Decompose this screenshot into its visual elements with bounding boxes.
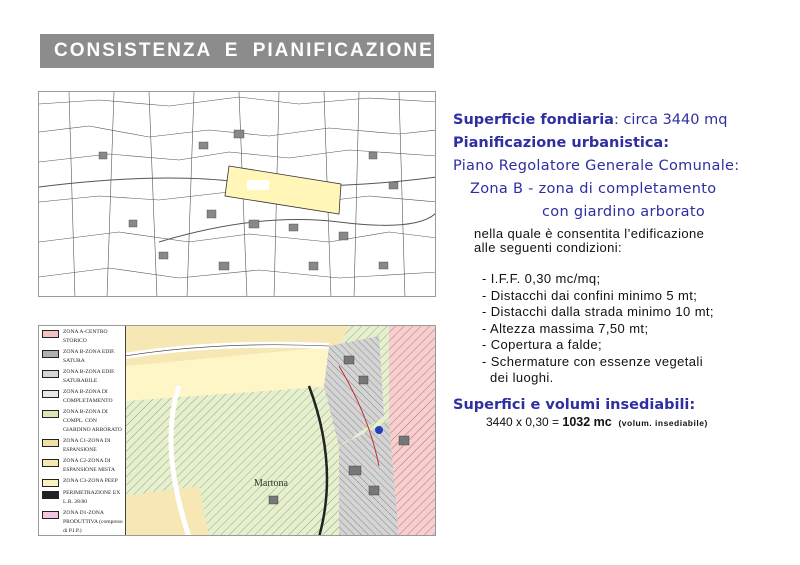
legend-label: ZONA C1-ZONA DI ESPANSIONE bbox=[63, 438, 111, 453]
intro-line-1: nella quale è consentita l’edificazione bbox=[474, 226, 705, 241]
legend-swatch bbox=[42, 390, 59, 398]
legend-item bbox=[42, 368, 125, 386]
condition-item: - Altezza massima 7,50 mt; bbox=[482, 320, 649, 336]
superficie-label: Superficie fondiaria bbox=[453, 112, 614, 128]
legend-item bbox=[42, 477, 125, 487]
zoning-legend bbox=[39, 326, 126, 536]
condition-item: dei luoghi. bbox=[482, 370, 554, 385]
superficie-line bbox=[453, 112, 727, 128]
volume-calculation bbox=[486, 415, 708, 429]
legend-label: ZONA C2-ZONA DI ESPANSIONE MISTA bbox=[63, 458, 116, 473]
legend-swatch bbox=[42, 439, 59, 447]
zoning-map bbox=[38, 325, 436, 536]
legend-label: PERIMETRAZIONE EX L.R. 28/80 bbox=[63, 490, 121, 505]
legend-item bbox=[42, 408, 125, 435]
legend-item bbox=[42, 348, 125, 366]
legend-item bbox=[42, 328, 125, 346]
legend-swatch bbox=[42, 511, 59, 519]
legend-label: ZONA A-CENTRO STORICO bbox=[63, 329, 108, 344]
pianificazione-label: Pianificazione urbanistica: bbox=[453, 135, 670, 151]
condition-item: - Copertura a falde; bbox=[482, 337, 603, 352]
legend-label: ZONA C3-ZONA PEEP bbox=[63, 478, 118, 484]
calc-note: (volum. insediabile) bbox=[618, 418, 708, 428]
intro-line-2: alle seguenti condizioni: bbox=[474, 240, 623, 255]
legend-swatch bbox=[42, 459, 59, 467]
conditions-list bbox=[482, 271, 714, 387]
legend-item bbox=[42, 509, 125, 536]
calc-expression: 3440 x 0,30 = bbox=[486, 415, 563, 429]
cadastral-map-drawing bbox=[39, 92, 436, 297]
condition-item: - Distacchi dai confini minimo 5 mt; bbox=[482, 287, 698, 303]
map-place-label: Martona bbox=[254, 478, 288, 489]
piano-line: Piano Regolatore Generale Comunale: bbox=[453, 158, 740, 174]
cadastral-map bbox=[38, 91, 436, 297]
legend-label: ZONA B-ZONA DI COMPL. CON GIARDINO ARBORATO bbox=[63, 409, 122, 433]
legend-item bbox=[42, 489, 125, 507]
legend-item bbox=[42, 457, 125, 475]
zona-line-2: con giardino arborato bbox=[542, 204, 705, 220]
legend-item bbox=[42, 437, 125, 455]
legend-label: ZONA B-ZONA DI COMPLETAMENTO bbox=[63, 389, 113, 404]
legend-label: ZONA B-ZONA EDIF. SATURABILE bbox=[63, 369, 116, 384]
legend-swatch bbox=[42, 491, 59, 499]
calc-result: 1032 mc bbox=[562, 415, 612, 429]
condition-item: - Schermature con essenze vegetali bbox=[482, 353, 703, 369]
condition-item: - Distacchi dalla strada minimo 10 mt; bbox=[482, 304, 714, 319]
legend-label: ZONA B-ZONA EDIF. SATURA bbox=[63, 349, 116, 364]
superficie-value: : circa 3440 mq bbox=[613, 112, 728, 128]
legend-swatch bbox=[42, 479, 59, 487]
legend-label: ZONA D1-ZONA PRODUTTIVA (compreso di P.I.P.) bbox=[63, 510, 123, 534]
legend-item bbox=[42, 388, 125, 406]
legend-swatch bbox=[42, 350, 59, 358]
legend-swatch bbox=[42, 370, 59, 378]
legend-swatch bbox=[42, 410, 59, 418]
legend-swatch bbox=[42, 330, 59, 338]
volumi-title: Superfici e volumi insediabili: bbox=[453, 397, 696, 413]
page-title: CONSISTENZA E PIANIFICAZIONE bbox=[40, 34, 434, 68]
condition-item: - I.F.F. 0,30 mc/mq; bbox=[482, 271, 601, 286]
zona-line-1: Zona B - zona di completamento bbox=[470, 181, 717, 197]
